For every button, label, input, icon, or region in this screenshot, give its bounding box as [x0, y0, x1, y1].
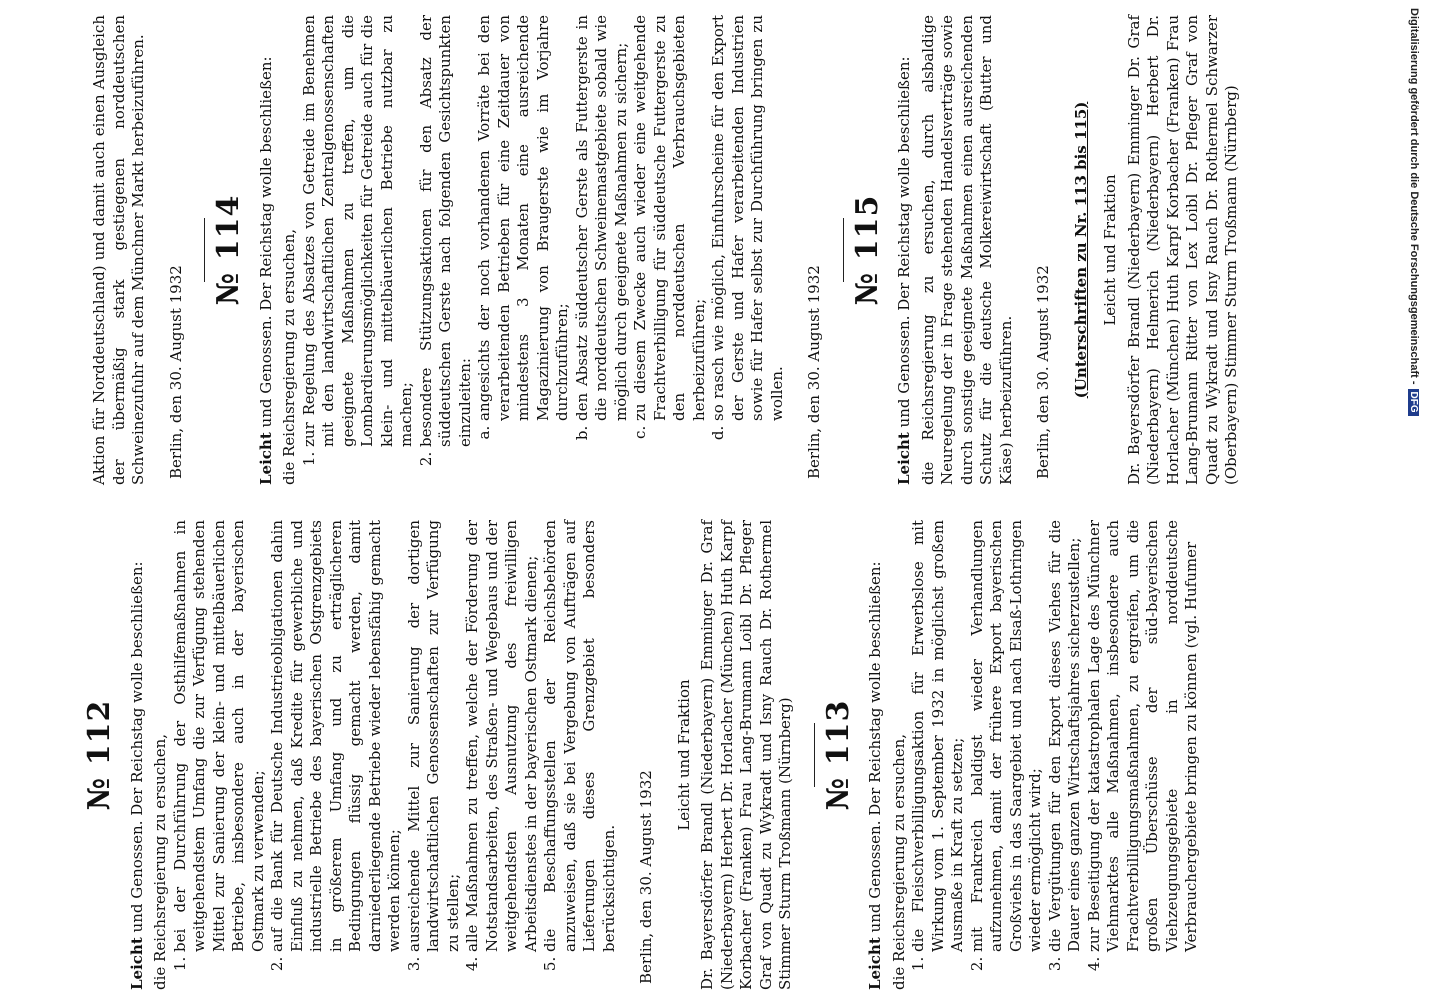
date-115: Berlin, den 30. August 1932	[1034, 265, 1052, 479]
request-112: die Reichsregierung zu ersuchen,	[151, 733, 169, 990]
right-column	[90, 15, 1242, 485]
funding-text: Digitalisierung gefördert durch die Deutsche Forschungsgemeinschaft -	[1408, 8, 1420, 385]
heading-115: № 115	[849, 194, 885, 306]
left-column	[82, 520, 1202, 990]
list-item: 1. bei der Durchführung der Osthilfemaßnahmen in weitgehendstem Umfang die zur Verfügung stehenden Mittel zur Sanierung der klein- und mittelbäuerlichen Betriebe, insbesondere auch in der bayerischen Ostmark zu verwenden;	[171, 520, 269, 952]
author-name: Leicht	[866, 937, 884, 990]
list-item: 3. ausreichende Mittel zur Sanierung der dortigen landwirtschaftlichen Genossenschaften zur Verfügung zu stellen;	[405, 520, 464, 952]
dfg-logo: DFG	[1408, 389, 1419, 416]
item-list-112	[171, 520, 620, 990]
request-113: die Reichsregierung zu ersuchen,	[889, 733, 908, 990]
faction-112: Leicht und Fraktion	[674, 679, 693, 831]
date-114: Berlin, den 30. August 1932	[805, 265, 823, 479]
list-item: 5. die Beschaffungsstellen der Reichsbehörden anzuweisen, daß sie bei Vergebung von Aufträgen auf Lieferungen dieses Grenzgebiet besonders berücksichtigen.	[541, 520, 619, 952]
document-page	[82, 10, 1390, 990]
heading-114: № 114	[211, 194, 246, 306]
intro-114	[257, 15, 277, 485]
faction-115: Leicht und Fraktion	[1101, 174, 1119, 326]
sub-list-item: a. angesichts der noch vorhandenen Vorräte bei den verarbeitenden Betrieben für eine Zeitdauer von mindestens 3 Monaten eine ausreichende Magazinierung von Braugerste wie im Vorjahre durchzuführen;	[475, 15, 573, 421]
section-divider	[843, 218, 844, 282]
intro-113	[866, 520, 886, 990]
list-item	[417, 15, 788, 447]
sub-list-item: d. so rasch wie möglich, Einfuhrscheine für den Export der Gerste und Hafer verarbeitenden Industrien sowie für Hafer selbst zur Durchführung bringen zu wollen.	[709, 15, 787, 421]
section-divider	[204, 218, 205, 282]
author-name: Leicht	[895, 432, 913, 485]
request-114: die Reichsregierung zu ersuchen,	[280, 228, 298, 485]
date-113: Berlin, den 30. August 1932	[166, 265, 185, 479]
item-list-114	[300, 15, 788, 485]
section-divider	[814, 723, 815, 787]
list-item: 1. zur Regelung des Absatzes von Getreide im Benehmen mit den landwirtschaftlichen Zentralgenossenschaften geeignete Maßnahmen zu treffen, um die Lombardierungsmöglichkeiten für Getreide auch für die klein- und mittelbäuerlichen Betriebe nutzbar zu machen;	[300, 15, 417, 447]
continuation-113: Aktion für Norddeutschland) und damit auch einen Ausgleich der übermäßig stark gestiegenen norddeutschen Schweinezufuhr auf dem Münchner Markt herbeizuführen.	[90, 15, 147, 485]
list-item: 4. alle Maßnahmen zu treffen, welche der Förderung der Notstandsarbeiten, des Straßen- und Wegebaus und der weitgehendsten Ausnutzung des freiwilligen Arbeitsdienstes in der bayerischen Ostmark dienen;	[463, 520, 541, 952]
list-item: 3. die Vergütungen für den Export dieses Viehes für die Dauer eines ganzen Wirtschaftsjahres sicherzustellen;	[1046, 520, 1085, 952]
item-list-113	[909, 520, 1202, 990]
author-name: Leicht	[256, 432, 275, 485]
intro-115	[895, 15, 915, 485]
list-item-text: besondere Stützungsaktionen für den Absatz der süddeutschen Gerste nach folgenden Gesichtspunkten einzuleiten:	[416, 15, 474, 447]
heading-113: № 113	[820, 699, 856, 811]
list-item: 1. die Fleischverbilligungsaktion für Erwerbslose mit Wirkung vom 1. September 1932 in möglichst großem Ausmaße in Kraft zu setzen;	[909, 520, 968, 952]
list-item: 2. auf die Bank für Deutsche Industrieobligationen dahin Einfluß zu nehmen, daß Kredite für gewerbliche und industrielle Betriebe des bayerischen Ostgrenzgebiets in größerem Umfang und zu erträglicheren Bedingungen flüssig gemacht werden, damit darniederliegende Betriebe wieder lebensfähig gemacht werden können;	[268, 520, 405, 952]
signers-115: Dr. Bayersdörfer Brandl (Niederbayern) Emminger Dr. Graf (Niederbayern) Helmerich (Niederbayern) Herbert Dr. Horlacher (München) Huth Karpf Korbacher (Franken) Frau Lang-Brumann Ritter von Lex Loibl Dr. Pfleger Graf von Quadt zu Wykradt und Isny Rauch Dr. Rothermel Schwarzer (Oberbayern) Stimmer Sturm Troßmann (Nürnberg)	[1124, 15, 1240, 485]
funding-note	[1408, 8, 1420, 416]
heading-112: № 112	[82, 699, 117, 811]
sub-list-item: c. zu diesem Zwecke auch wieder eine weitgehende Frachtverbilligung für süddeutsche Futtergerste zu den norddeutschen Verbrauchsgebieten herbeizuführen;	[631, 15, 709, 421]
sub-list-item: b. den Absatz süddeutscher Gerste als Futtergerste in die norddeutschen Schweinemastgebiete sobald wie möglich durch geeignete Maßnahmen zu sichern;	[573, 15, 632, 421]
intro-text: und Genossen. Der Reichstag wolle beschließen:	[866, 561, 884, 933]
author-name: Leicht	[127, 937, 146, 990]
signers-112: Dr. Bayersdörfer Brandl (Niederbayern) Emminger Dr. Graf (Niederbayern) Herbert Dr. Horlacher (München) Huth Karpf Korbacher (Franken) Frau Lang-Brumann Loibl Dr. Pfleger Graf von Quadt zu Wykradt und Isny Rauch Dr. Rothermel Stimmer Sturm Troßmann (Nürnberg)	[698, 520, 794, 990]
intro-112	[128, 520, 148, 990]
date-112: Berlin, den 30. August 1932	[637, 770, 655, 984]
signature-header: (Unterschriften zu Nr. 113 bis 115)	[1071, 101, 1090, 399]
intro-text: und Genossen. Der Reichstag wolle beschließen:	[256, 56, 275, 428]
intro-text: und Genossen. Der Reichstag wolle beschließen:	[895, 56, 913, 428]
sub-list-114	[475, 15, 787, 447]
intro-text: und Genossen. Der Reichstag wolle beschließen:	[127, 561, 146, 933]
list-item: 4. zur Beseitigung der katastrophalen Lage des Münchner Viehmarktes alle Maßnahmen, insbesondere auch Frachtverbilligungsmaßnahmen, zu ergreifen, um die großen Überschüsse der süd-bayerischen Viehzeugungsgebiete in norddeutsche Verbrauchergebiete bringen zu können (vgl. Hufumer	[1085, 520, 1202, 952]
list-item: 2. mit Frankreich baldigst wieder Verhandlungen aufzunehmen, damit der frühere Export bayerischen Großviehs in das Saargebiet und nach Elsaß-Lothringen wieder ermöglicht wird;	[968, 520, 1046, 952]
body-115: die Reichsregierung zu ersuchen, durch alsbaldige Neuregelung der in Frage stehenden Handelsverträge sowie durch sonstige geeignete Maßnahmen einen ausreichenden Schutz für die deutsche Molkereiwirtschaft (Butter und Käse) herbeizuführen.	[918, 15, 1015, 485]
